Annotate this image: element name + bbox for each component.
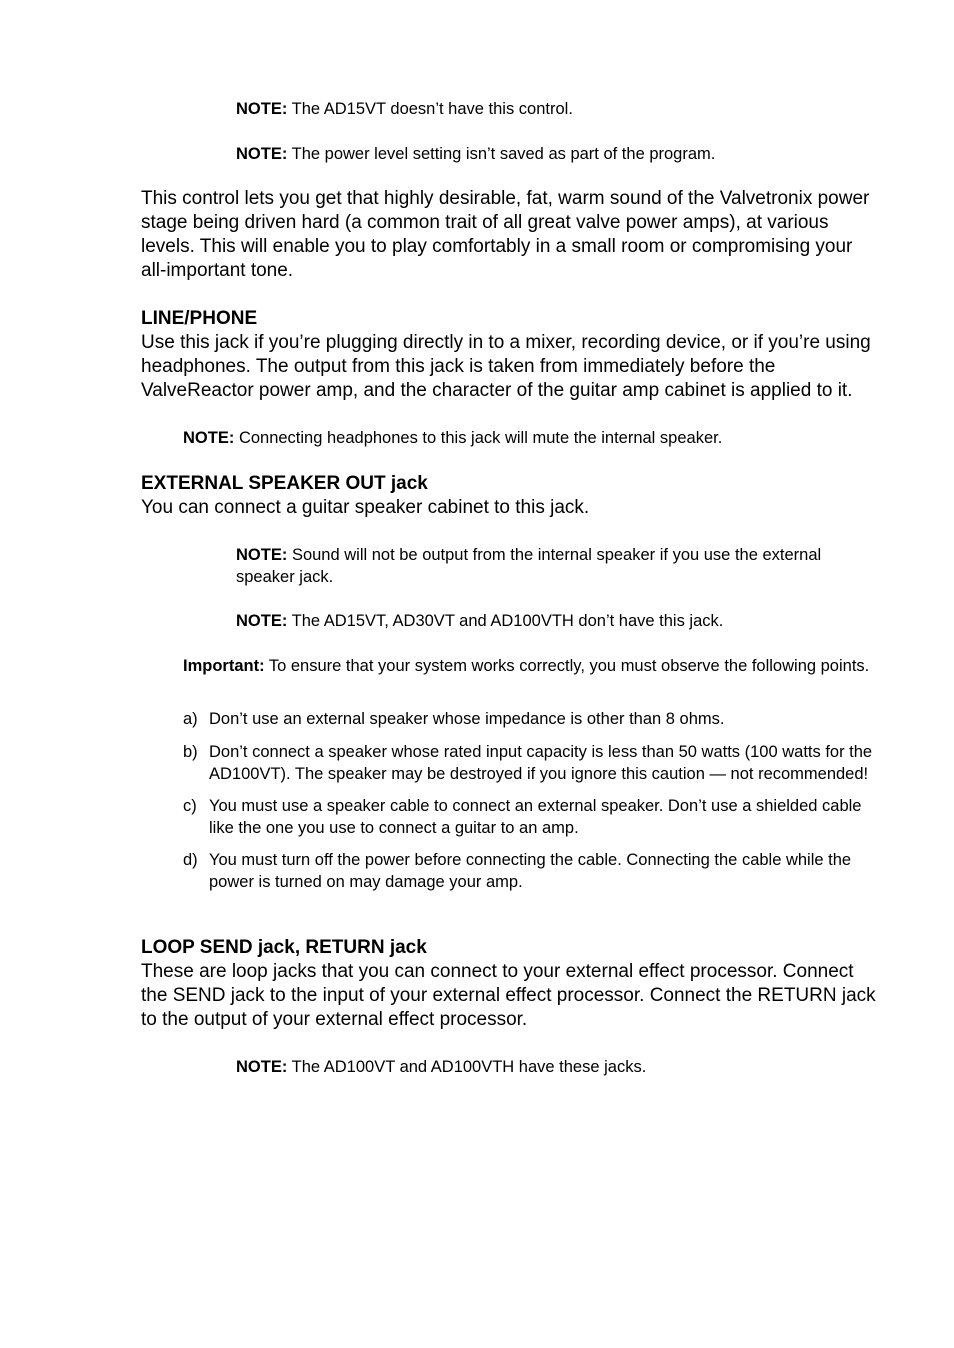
list-item-marker: b) [183,743,198,761]
speaker-points-list [183,708,883,893]
note-internal-speaker [236,544,876,588]
external-speaker-paragraph: You can connect a guitar speaker cabinet to this jack. [141,497,590,518]
note-label: NOTE: [236,1058,288,1076]
list-item-text: You must use a speaker cable to connect an external speaker. Don’t use a shielded cable like the one you use to connect a guitar to an amp. [209,797,862,837]
important-notice [183,655,883,677]
list-item-text: Don’t connect a speaker whose rated input capacity is less than 50 watts (100 watts for the AD100VT). The speaker may be destroyed if you ignore this caution — not recommended! [209,743,873,783]
note-text: The AD15VT, AD30VT and AD100VTH don’t have this jack. [291,612,724,630]
intro-paragraph: This control lets you get that highly desirable, fat, warm sound of the Valvetronix power stage being driven hard (a common trait of all great valve power amps), at various levels. This will enable you to play comfortably in a small room or compromising your all-important tone. [141,188,870,281]
note-label: NOTE: [236,100,288,118]
list-item [183,741,883,785]
note-loop-models [236,1056,876,1078]
important-text: To ensure that your system works correctly, you must observe the following points. [268,657,870,675]
list-item [183,849,883,893]
note-power-level [236,143,876,165]
note-label: NOTE: [183,429,235,447]
line-phone-paragraph: Use this jack if you’re plugging directly in to a mixer, recording device, or if you’re using headphones. The output from this jack is taken from immediately before the ValveReactor power amp, and the character of the guitar amp cabinet is applied to it. [141,332,871,401]
list-item-marker: a) [183,710,198,728]
note-text: The power level setting isn’t saved as part of the program. [291,145,716,163]
heading-external-speaker: EXTERNAL SPEAKER OUT jack [141,473,428,494]
note-text: The AD15VT doesn’t have this control. [291,100,573,118]
list-item-marker: c) [183,797,197,815]
list-item-marker: d) [183,851,198,869]
list-item-text: You must turn off the power before connecting the cable. Connecting the cable while the power is turned on may damage your amp. [209,851,852,891]
heading-line-phone: LINE/PHONE [141,308,258,329]
list-item-text: Don’t use an external speaker whose impedance is other than 8 ohms. [209,710,725,728]
heading-loop-jacks: LOOP SEND jack, RETURN jack [141,937,427,958]
list-item [183,795,883,839]
note-label: NOTE: [236,612,288,630]
note-no-control [236,98,876,120]
list-item [183,708,883,730]
note-label: NOTE: [236,145,288,163]
note-label: NOTE: [236,546,288,564]
important-label: Important: [183,657,265,675]
note-models-without-jack [236,610,876,632]
note-text: Connecting headphones to this jack will mute the internal speaker. [238,429,723,447]
note-text: The AD100VT and AD100VTH have these jacks. [291,1058,647,1076]
loop-jacks-paragraph: These are loop jacks that you can connect to your external effect processor. Connect the SEND jack to the input of your external effect processor. Connect the RETURN jack to the output of your external effect processor. [141,961,876,1030]
note-headphones [183,427,883,449]
note-text: Sound will not be output from the internal speaker if you use the external speaker jack. [236,546,822,586]
